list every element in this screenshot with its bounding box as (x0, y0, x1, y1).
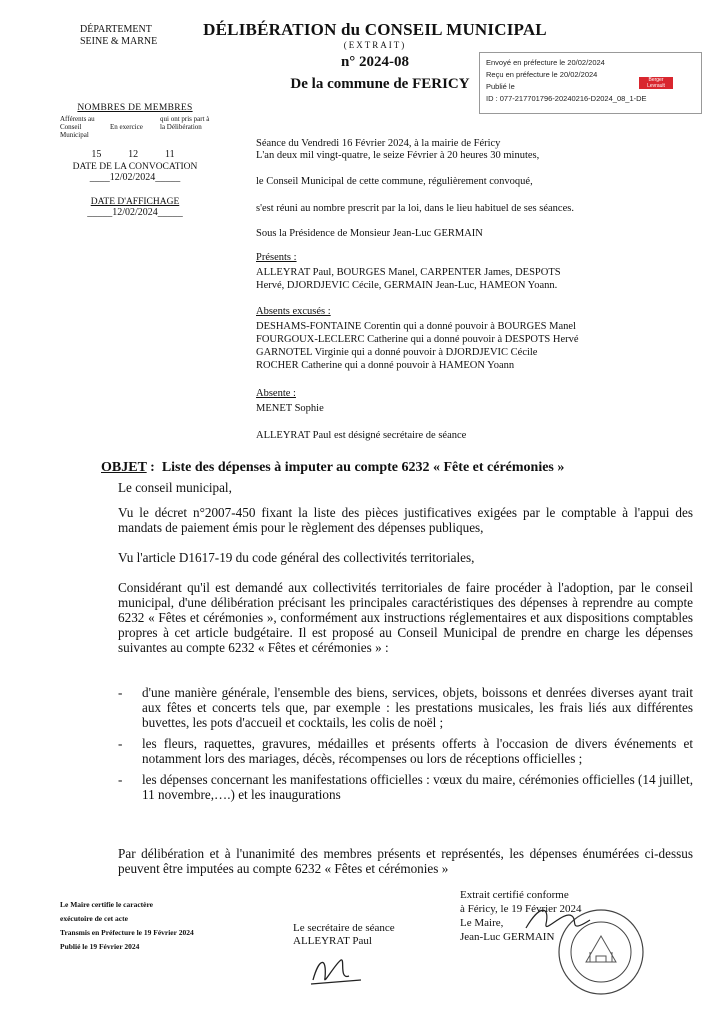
members-col-exercice: En exercice (110, 123, 143, 131)
deliberation-number: n° 2024-08 (340, 54, 410, 70)
paragraph-article: Vu l'article D1617-19 du code général des collectivités territoriales, (118, 550, 475, 565)
commune-name: De la commune de FERICY (290, 76, 470, 92)
secretaire-title: Le secrétaire de séance (293, 922, 395, 934)
bullet-mark: - (118, 736, 123, 751)
objet-colon: : (146, 460, 155, 475)
objet-text: Liste des dépenses à imputer au compte 6232 « Fête et cérémonies » (161, 460, 565, 475)
secretaire-signature (305, 950, 365, 990)
paragraph-considerant: Considérant qu'il est demandé aux collectivités territoriales de faire procéder à l'adoption, par le conseil municipal, d'une délibération précisant les principales caractéristiques des dépenses à reprendre au compte 6232 « Fêtes et cérémonies », conformément aux instructions réglementaires et aux dispositions comptables propres à cet article budgétaire. Il est proposé au Conseil Municipal de prendre en charge les dépenses suivantes au compte 6232 « Fêtes et cérémonies » : (118, 580, 693, 655)
members-col-votants: qui ont pris part à la Délibération (160, 115, 210, 131)
absents-list (256, 320, 616, 372)
departement-block (80, 24, 157, 48)
count-exercice: 12 (128, 149, 139, 160)
convocation-date: ____12/02/2024_____ (89, 172, 181, 183)
objet-heading (101, 460, 701, 476)
presents-label: Présents : (256, 252, 297, 263)
stamp-sent: Envoyé en préfecture le 20/02/2024 (486, 58, 605, 67)
list-item-text: d'une manière générale, l'ensemble des biens, services, objets, boissons et denrées diverses ayant trait aux fêtes et concerts tels que, par exemple : les prestations musicales, les frais liés aux différentes buvettes, les pots d'accueil et cocktails, les colis de noël ; (142, 685, 693, 730)
maire-name: Jean-Luc GERMAIN (460, 931, 555, 943)
cert-line-3: Transmis en Préfecture le 19 Février 2024 (60, 928, 194, 937)
presents-line: Hervé, DJORDJEVIC Cécile, GERMAIN Jean-Luc, HAMEON Yoann. (256, 280, 558, 291)
cert-line-4: Publié le 19 Février 2024 (60, 942, 140, 951)
berger-levrault-logo: Berger Levrault (639, 77, 673, 89)
absente-label: Absente : (256, 388, 296, 399)
list-item-text: les dépenses concernant les manifestations officielles : vœux du maire, cérémonies officielles (14 juillet, 11 novembre,….) et les inaugurations (142, 772, 693, 802)
stamp-received: Reçu en préfecture le 20/02/2024 (486, 70, 598, 79)
departement-label: DÉPARTEMENT (80, 24, 152, 35)
members-counts (78, 149, 188, 160)
members-panel (60, 103, 210, 218)
count-afferents: 15 (91, 149, 102, 160)
absents-label: Absents excusés : (256, 306, 331, 317)
list-item (118, 736, 693, 766)
document-subtitle: (EXTRAIT) (343, 40, 407, 50)
certification-block (60, 898, 270, 954)
bullet-mark: - (118, 685, 123, 700)
list-item-text: les fleurs, raquettes, gravures, médailles et présents offerts à l'occasion de divers événements et notamment lors des mariages, décès, récompenses ou lors de réceptions officielles ; (142, 736, 693, 766)
maire-title: Le Maire, (460, 917, 504, 929)
secretaire-designation: ALLEYRAT Paul est désigné secrétaire de séance (256, 430, 467, 441)
secretaire-name: ALLEYRAT Paul (293, 935, 372, 947)
presents-line: ALLEYRAT Paul, BOURGES Manel, CARPENTER James, DESPOTS (256, 267, 561, 278)
seance-line-4: s'est réuni au nombre prescrit par la loi, dans le lieu habituel de ses séances. (256, 203, 574, 214)
paragraph-intro: Le conseil municipal, (118, 480, 232, 495)
presents-list (256, 266, 616, 292)
secretaire-block (293, 922, 395, 948)
members-col-afferents: Afférents au Conseil Municipal (60, 115, 95, 139)
count-votants: 11 (164, 149, 175, 160)
members-columns (60, 115, 210, 139)
seance-line-3: le Conseil Municipal de cette commune, régulièrement convoqué, (256, 176, 533, 187)
document-title: DÉLIBÉRATION du CONSEIL MUNICIPAL (203, 20, 547, 39)
list-item (118, 772, 693, 802)
lieu-date: à Féricy, le 19 Février 2024 (460, 903, 582, 915)
seance-line-5: Sous la Présidence de Monsieur Jean-Luc GERMAIN (256, 228, 483, 239)
absent-line: GARNOTEL Virginie qui a donné pouvoir à DJORDJEVIC Cécile (256, 347, 538, 358)
departement-name: SEINE & MARNE (80, 36, 158, 47)
stamp-published: Publié le (486, 82, 515, 91)
seance-line-1: Séance du Vendredi 16 Février 2024, à la mairie de Féricy (256, 138, 501, 149)
bullet-mark: - (118, 772, 123, 787)
convocation-label: DATE DE LA CONVOCATION (72, 162, 198, 172)
affichage-date: _____12/02/2024_____ (87, 207, 183, 218)
affichage-label: DATE D'AFFICHAGE (90, 197, 180, 207)
cert-line-1: Le Maire certifie le caractère (60, 900, 153, 909)
objet-label: OBJET (101, 460, 147, 475)
depenses-list (118, 685, 693, 808)
paragraph-decret: Vu le décret n°2007-450 fixant la liste des pièces justificatives exigées par le comptable à l'appui des mandats de paiement émis pour le règlement des dépenses publiques, (118, 505, 693, 535)
cert-line-2: exécutoire de cet acte (60, 914, 128, 923)
absent-line: ROCHER Catherine qui a donné pouvoir à HAMEON Yoann (256, 360, 515, 371)
absent-line: FOURGOUX-LECLERC Catherine qui a donné pouvoir à DESPOTS Hervé (256, 334, 579, 345)
paragraph-conclusion: Par délibération et à l'unanimité des membres présents et représentés, les dépenses énumérées ci-dessus peuvent être imputées au compte 6232 « Fêtes et cérémonies » (118, 846, 693, 876)
maire-signature (520, 900, 600, 940)
absent-line: DESHAMS-FONTAINE Corentin qui a donné pouvoir à BOURGES Manel (256, 321, 576, 332)
members-heading: NOMBRES DE MEMBRES (77, 103, 193, 113)
absente-name: MENET Sophie (256, 403, 324, 414)
extrait-certifie: Extrait certifié conforme (460, 889, 569, 901)
list-item (118, 685, 693, 730)
stamp-id: ID : 077-217701796-20240216-D2024_08_1-DE (486, 94, 647, 103)
prefecture-stamp (479, 52, 702, 114)
seance-line-2: L'an deux mil vingt-quatre, le seize Février à 20 heures 30 minutes, (256, 150, 540, 161)
